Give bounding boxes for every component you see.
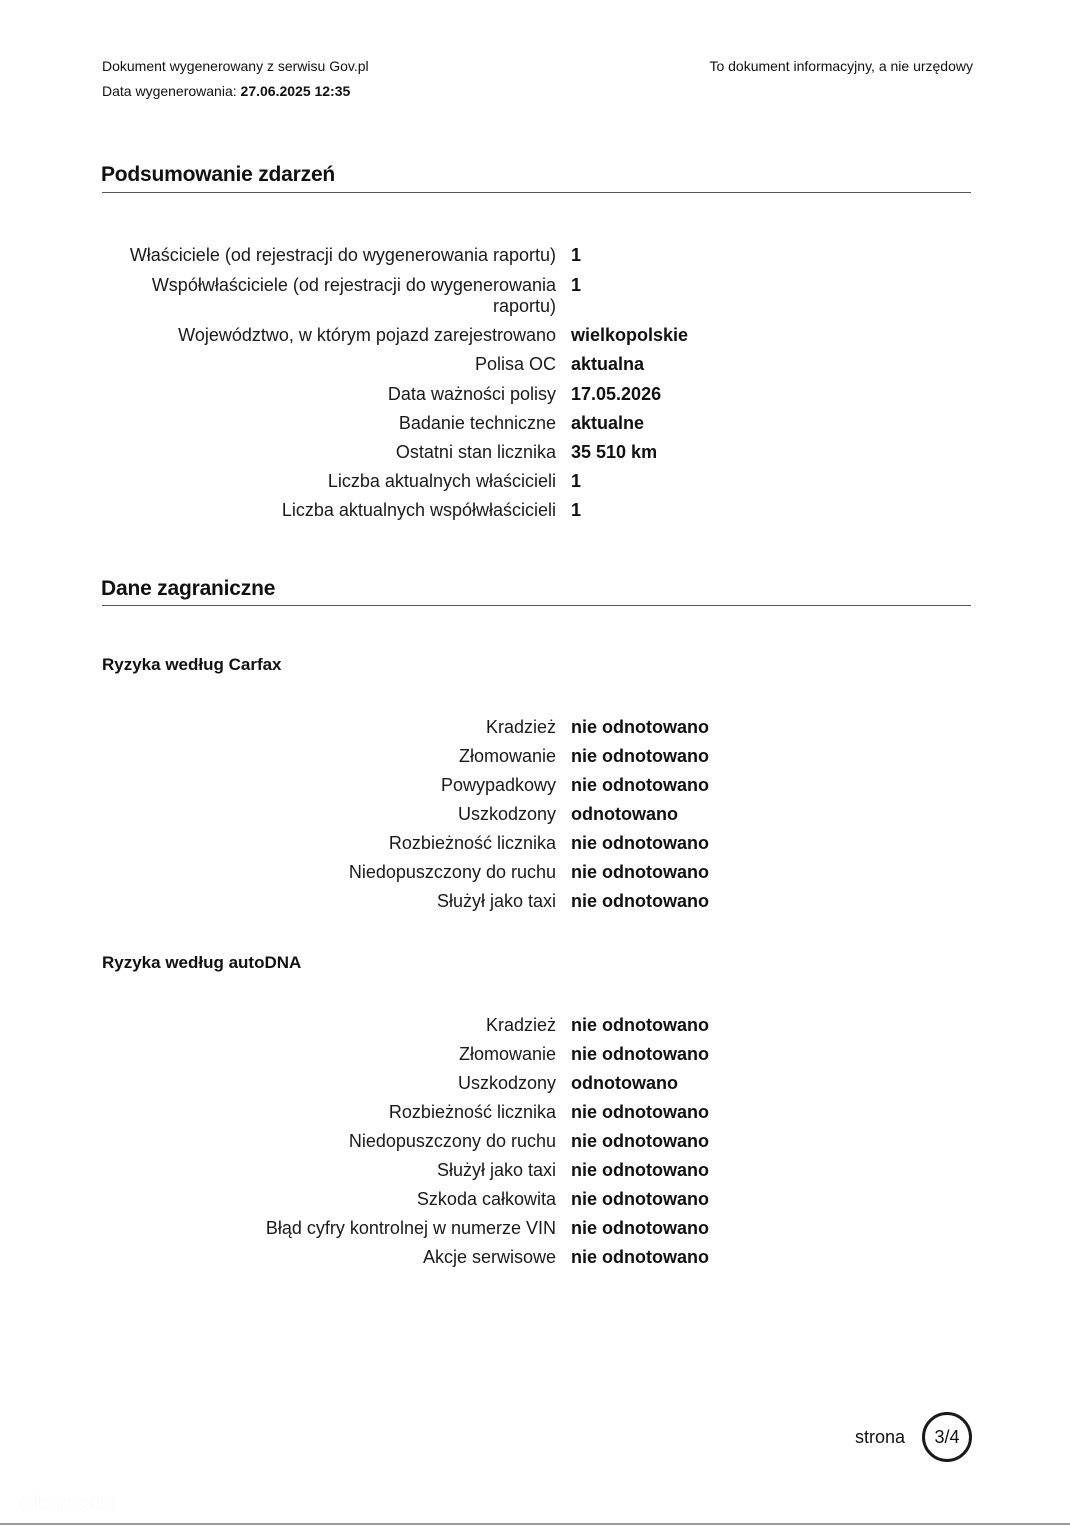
autodna-row-value: nie odnotowano bbox=[571, 1015, 709, 1035]
foreign-section-title: Dane zagraniczne bbox=[101, 577, 276, 600]
summary-row-label: Województwo, w którym pojazd zarejestrowano bbox=[178, 325, 556, 345]
page-label: strona bbox=[855, 1427, 906, 1447]
carfax-row bbox=[102, 891, 971, 912]
autodna-row bbox=[102, 1189, 971, 1210]
autodna-row-label: Złomowanie bbox=[458, 1044, 556, 1064]
summary-row-value: wielkopolskie bbox=[571, 325, 689, 345]
carfax-row-value: nie odnotowano bbox=[571, 717, 709, 737]
autodna-row-value: nie odnotowano bbox=[571, 1160, 709, 1180]
carfax-row bbox=[102, 804, 971, 825]
carfax-row-label: Służył jako taxi bbox=[436, 891, 556, 911]
carfax-row-label: Złomowanie bbox=[458, 746, 556, 766]
watermark-logo: otomoto bbox=[20, 1490, 115, 1515]
carfax-row bbox=[102, 833, 971, 854]
summary-row-label: Współwłaściciele (od rejestracji do wygenerowania raportu) bbox=[151, 275, 556, 316]
summary-section-title: Podsumowanie zdarzeń bbox=[101, 163, 336, 186]
summary-row-voivodeship bbox=[102, 325, 971, 346]
carfax-row bbox=[102, 775, 971, 796]
generated-date-line bbox=[102, 82, 350, 100]
summary-row-label: Liczba aktualnych właścicieli bbox=[327, 471, 556, 491]
summary-row-label: Data ważności polisy bbox=[387, 384, 556, 404]
disclaimer-text: To dokument informacyjny, a nie urzędowy bbox=[709, 58, 973, 74]
autodna-row-label: Akcje serwisowe bbox=[422, 1247, 556, 1267]
autodna-row-label: Szkoda całkowita bbox=[416, 1189, 556, 1209]
autodna-row-label: Niedopuszczony do ruchu bbox=[348, 1131, 556, 1151]
carfax-row-label: Niedopuszczony do ruchu bbox=[348, 862, 556, 882]
summary-row-label: Ostatni stan licznika bbox=[395, 442, 556, 462]
summary-row-coowners bbox=[102, 275, 971, 317]
carfax-subtitle: Ryzyka według Carfax bbox=[102, 655, 282, 674]
autodna-row bbox=[102, 1131, 971, 1152]
autodna-subtitle: Ryzyka według autoDNA bbox=[102, 953, 302, 972]
autodna-row-value: nie odnotowano bbox=[571, 1218, 709, 1238]
carfax-row-label: Powypadkowy bbox=[440, 775, 556, 795]
autodna-row bbox=[102, 1073, 971, 1094]
carfax-row-label: Uszkodzony bbox=[457, 804, 556, 824]
summary-row-inspection bbox=[102, 413, 971, 434]
summary-row-value: 1 bbox=[571, 471, 582, 491]
summary-row-label: Właściciele (od rejestracji do wygenerowania raportu) bbox=[129, 245, 556, 265]
summary-row-value: 35 510 km bbox=[571, 442, 658, 462]
carfax-row-value: nie odnotowano bbox=[571, 746, 709, 766]
summary-row-value: 17.05.2026 bbox=[571, 384, 662, 404]
carfax-row-value: odnotowano bbox=[571, 804, 678, 824]
autodna-row-value: nie odnotowano bbox=[571, 1189, 709, 1209]
autodna-row bbox=[102, 1044, 971, 1065]
autodna-row bbox=[102, 1247, 971, 1268]
summary-row-value: aktualne bbox=[571, 413, 645, 433]
autodna-row-value: nie odnotowano bbox=[571, 1247, 709, 1267]
summary-row-value: 1 bbox=[571, 245, 582, 265]
autodna-row-label: Służył jako taxi bbox=[436, 1160, 556, 1180]
carfax-row-value: nie odnotowano bbox=[571, 891, 709, 911]
generated-value: 27.06.2025 12:35 bbox=[240, 83, 351, 99]
summary-row-owners bbox=[102, 245, 971, 266]
carfax-row-label: Rozbieżność licznika bbox=[388, 833, 556, 853]
source-text: Dokument wygenerowany z serwisu Gov.pl bbox=[102, 58, 369, 74]
carfax-row bbox=[102, 717, 971, 738]
autodna-row-value: nie odnotowano bbox=[571, 1102, 709, 1122]
summary-row-odometer bbox=[102, 442, 971, 463]
autodna-row-label: Rozbieżność licznika bbox=[388, 1102, 556, 1122]
carfax-row bbox=[102, 746, 971, 767]
summary-row-value: 1 bbox=[571, 500, 582, 520]
autodna-row-value: nie odnotowano bbox=[571, 1044, 709, 1064]
autodna-row bbox=[102, 1160, 971, 1181]
autodna-row-value: nie odnotowano bbox=[571, 1131, 709, 1151]
carfax-row-value: nie odnotowano bbox=[571, 862, 709, 882]
page-bottom-edge bbox=[0, 1523, 1070, 1525]
autodna-row-label: Kradzież bbox=[485, 1015, 556, 1035]
carfax-row-value: nie odnotowano bbox=[571, 833, 709, 853]
summary-section-divider bbox=[102, 192, 971, 193]
carfax-row-label: Kradzież bbox=[485, 717, 556, 737]
autodna-row bbox=[102, 1015, 971, 1036]
autodna-row-label: Błąd cyfry kontrolnej w numerze VIN bbox=[265, 1218, 556, 1238]
autodna-row bbox=[102, 1218, 971, 1239]
summary-row-label: Liczba aktualnych współwłaścicieli bbox=[281, 500, 556, 520]
summary-row-label: Polisa OC bbox=[474, 354, 556, 374]
autodna-row-label: Uszkodzony bbox=[457, 1073, 556, 1093]
carfax-row bbox=[102, 862, 971, 883]
summary-row-current-owners bbox=[102, 471, 971, 492]
autodna-row-value: odnotowano bbox=[571, 1073, 678, 1093]
autodna-row bbox=[102, 1102, 971, 1123]
carfax-row-value: nie odnotowano bbox=[571, 775, 709, 795]
generated-label: Data wygenerowania: bbox=[102, 83, 237, 99]
summary-row-label: Badanie techniczne bbox=[398, 413, 556, 433]
summary-row-policy-expiry bbox=[102, 384, 971, 405]
summary-row-value: 1 bbox=[571, 275, 582, 295]
summary-row-value: aktualna bbox=[571, 354, 645, 374]
foreign-section-divider bbox=[102, 605, 971, 606]
summary-row-current-coowners bbox=[102, 500, 971, 521]
summary-row-oc-policy bbox=[102, 354, 971, 375]
page-number-badge: 3/4 bbox=[922, 1412, 972, 1462]
